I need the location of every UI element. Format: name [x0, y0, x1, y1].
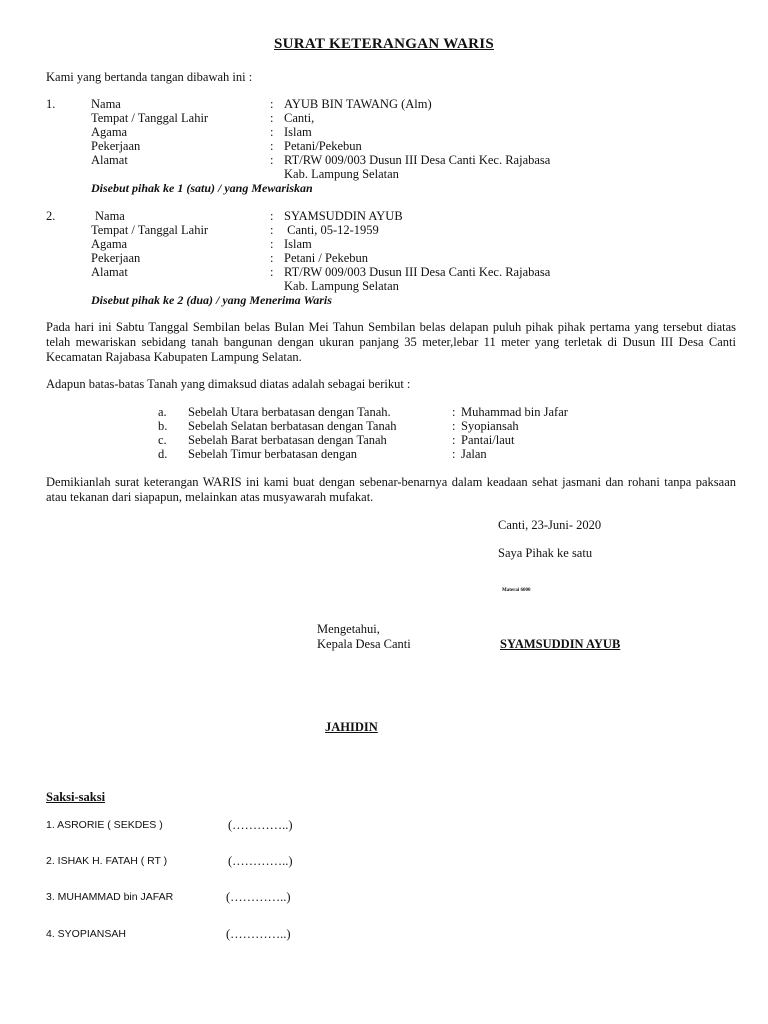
party-2-birth: Canti, 05-12-1959	[284, 223, 379, 237]
party-1-label-address: Alamat	[91, 153, 128, 167]
party-2-occupation: Petani / Pekebun	[284, 251, 369, 265]
signer-label: Saya Pihak ke satu	[498, 546, 593, 560]
boundary-desc: Sebelah Timur berbatasan dengan	[188, 447, 358, 461]
party-2-label-address: Alamat	[91, 265, 128, 279]
boundary-letter: c.	[158, 433, 167, 447]
colon: :	[270, 251, 274, 265]
inheritance-paragraph: Pada hari ini Sabtu Tanggal Sembilan belas Bulan Mei Tahun Sembilan belas delapan puluh pihak pihak pertama yang tersebut diatas telah mewariskan sebidang tanah bangunan dengan ukuran panjang 35 meter,lebar 11 meter yang terletak di Dusun III Desa Canti Kecamatan Rajabasa Kabupaten Lampung Selatan.	[46, 320, 736, 364]
boundary-letter: b.	[158, 419, 168, 433]
colon: :	[270, 237, 274, 251]
closing-paragraph: Demikianlah surat keterangan WARIS ini kami buat dengan sebenar-benarnya dalam keadaan sehat jasmani dan rohani tanpa paksaan atau tekanan dari siapapun, melainkan atas musyawarah mufakat.	[46, 475, 736, 504]
boundaries-intro: Adapun batas-batas Tanah yang dimaksud diatas adalah sebagai berikut :	[46, 377, 411, 391]
party-2-label-occupation: Pekerjaan	[91, 251, 141, 265]
witness-signature: (…………..)	[228, 854, 293, 868]
acknowledged-label: Mengetahui,	[317, 622, 380, 636]
party-1-number: 1.	[46, 97, 56, 111]
place-date: Canti, 23-Juni- 2020	[498, 518, 602, 532]
colon: :	[270, 209, 274, 223]
boundary-value: Syopiansah	[461, 419, 519, 433]
party-1-label-birth: Tempat / Tanggal Lahir	[91, 111, 209, 125]
witness-name: 1. ASRORIE ( SEKDES )	[46, 819, 163, 831]
party-2-label-religion: Agama	[91, 237, 128, 251]
party-1-birth: Canti,	[284, 111, 315, 125]
party-1-label-name: Nama	[91, 97, 121, 111]
colon: :	[452, 447, 456, 461]
witness-signature: (…………..)	[228, 818, 293, 832]
boundary-letter: d.	[158, 447, 168, 461]
colon: :	[270, 125, 274, 139]
party-1-religion: Islam	[284, 125, 312, 139]
colon: :	[270, 153, 274, 167]
boundary-desc: Sebelah Barat berbatasan dengan Tanah	[188, 433, 387, 447]
party-2-religion: Islam	[284, 237, 312, 251]
colon: :	[452, 419, 456, 433]
witness-name: 3. MUHAMMAD bin JAFAR	[46, 891, 174, 903]
colon: :	[270, 139, 274, 153]
witness-signature: (…………..)	[226, 927, 291, 941]
colon: :	[270, 223, 274, 237]
boundary-value: Jalan	[461, 447, 487, 461]
party-2-label-name: Nama	[95, 209, 125, 223]
colon: :	[270, 97, 274, 111]
witness-name: 4. SYOPIANSAH	[46, 928, 126, 940]
boundary-value: Muhammad bin Jafar	[461, 405, 568, 419]
village-head-name: JAHIDIN	[325, 720, 378, 734]
colon: :	[270, 265, 274, 279]
signer-name: SYAMSUDDIN AYUB	[500, 637, 621, 651]
boundary-letter: a.	[158, 405, 167, 419]
party-2-address-cont: Kab. Lampung Selatan	[284, 279, 399, 293]
party-2-label-birth: Tempat / Tanggal Lahir	[91, 223, 209, 237]
boundary-desc: Sebelah Selatan berbatasan dengan Tanah	[188, 419, 397, 433]
witness-signature: (…………..)	[226, 890, 291, 904]
colon: :	[452, 433, 456, 447]
witness-name: 2. ISHAK H. FATAH ( RT )	[46, 855, 168, 867]
witnesses-title: Saksi-saksi	[46, 790, 106, 804]
party-1-label-religion: Agama	[91, 125, 128, 139]
party-2-name: SYAMSUDDIN AYUB	[284, 209, 403, 223]
colon: :	[270, 111, 274, 125]
colon: :	[452, 405, 456, 419]
party-2-number: 2.	[46, 209, 56, 223]
party-1-label-occupation: Pekerjaan	[91, 139, 141, 153]
boundary-desc: Sebelah Utara berbatasan dengan Tanah.	[188, 405, 391, 419]
party-1-address-cont: Kab. Lampung Selatan	[284, 167, 399, 181]
party-1-name: AYUB BIN TAWANG (Alm)	[284, 97, 432, 111]
party-2-designation: Disebut pihak ke 2 (dua) / yang Menerima Waris	[91, 293, 332, 307]
stamp-duty-label: Materai 6000	[502, 588, 531, 593]
intro-text: Kami yang bertanda tangan dibawah ini :	[46, 70, 253, 84]
party-1-address: RT/RW 009/003 Dusun III Desa Canti Kec. Rajabasa	[284, 153, 551, 167]
boundary-value: Pantai/laut	[461, 433, 515, 447]
village-head-title: Kepala Desa Canti	[317, 637, 411, 651]
party-1-occupation: Petani/Pekebun	[284, 139, 362, 153]
party-2-address: RT/RW 009/003 Dusun III Desa Canti Kec. Rajabasa	[284, 265, 551, 279]
party-1-designation: Disebut pihak ke 1 (satu) / yang Mewariskan	[91, 181, 313, 195]
document-title: SURAT KETERANGAN WARIS	[274, 36, 494, 52]
